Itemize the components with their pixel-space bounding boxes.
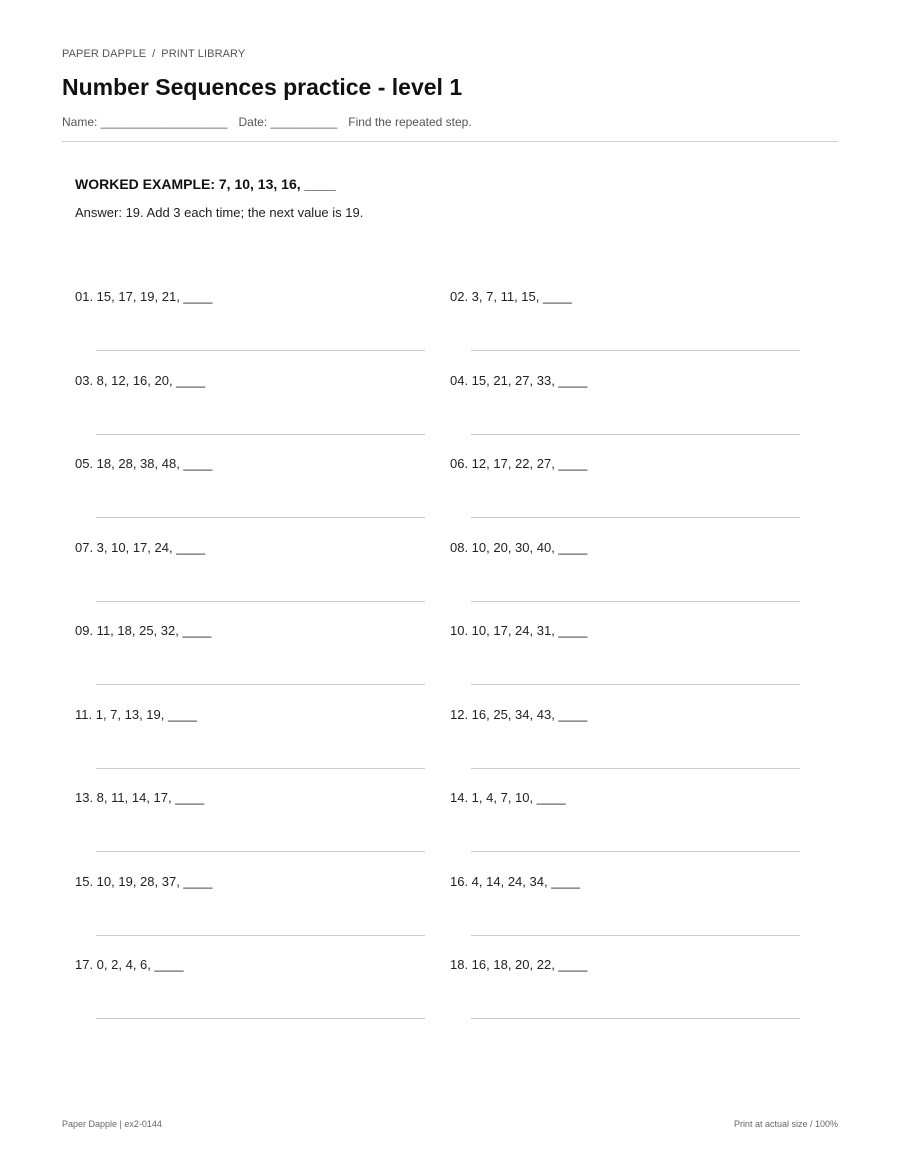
problem-item xyxy=(75,707,425,791)
answer-line[interactable] xyxy=(96,601,425,602)
answer-line[interactable] xyxy=(96,684,425,685)
problem-item xyxy=(450,957,800,1041)
problem-text: 05. 18, 28, 38, 48, ____ xyxy=(75,456,213,471)
answer-line[interactable] xyxy=(96,851,425,852)
worksheet-meta xyxy=(62,115,483,129)
problem-text: 01. 15, 17, 19, 21, ____ xyxy=(75,289,213,304)
problem-text: 03. 8, 12, 16, 20, ____ xyxy=(75,372,206,388)
breadcrumb-separator: / xyxy=(152,48,156,60)
problem-text: 09. 11, 18, 25, 32, ____ xyxy=(75,623,212,638)
date-field: Date: __________ xyxy=(238,115,338,129)
answer-line[interactable] xyxy=(471,684,800,685)
answer-line[interactable] xyxy=(96,768,425,769)
problem-text: 02. 3, 7, 11, 15, ____ xyxy=(450,289,572,304)
problem-text: 18. 16, 18, 20, 22, ____ xyxy=(450,957,588,972)
answer-line[interactable] xyxy=(471,1018,800,1019)
breadcrumb-item-brand: PAPER DAPPLE xyxy=(62,48,147,60)
problem-text: 07. 3, 10, 17, 24, ____ xyxy=(75,539,206,555)
problem-item xyxy=(75,874,425,958)
breadcrumb-item-library: PRINT LIBRARY xyxy=(161,48,246,60)
problem-text: 11. 1, 7, 13, 19, ____ xyxy=(75,706,197,722)
answer-line[interactable] xyxy=(96,350,425,351)
answer-line[interactable] xyxy=(471,434,800,435)
problem-item xyxy=(450,874,800,958)
answer-line[interactable] xyxy=(96,517,425,518)
problem-item xyxy=(75,957,425,1041)
problem-item xyxy=(450,540,800,624)
problem-text: 14. 1, 4, 7, 10, ____ xyxy=(450,790,566,805)
problem-text: 08. 10, 20, 30, 40, ____ xyxy=(450,539,588,555)
problem-text: 06. 12, 17, 22, 27, ____ xyxy=(450,456,588,471)
problem-item xyxy=(450,790,800,874)
answer-line[interactable] xyxy=(471,935,800,936)
problem-text: 15. 10, 19, 28, 37, ____ xyxy=(75,873,213,889)
problem-item xyxy=(450,456,800,540)
problem-text: 17. 0, 2, 4, 6, ____ xyxy=(75,957,184,972)
page-title: Number Sequences practice - level 1 xyxy=(62,74,463,100)
worked-example-heading: WORKED EXAMPLE: 7, 10, 13, 16, ____ xyxy=(75,176,336,192)
answer-line[interactable] xyxy=(471,851,800,852)
problem-item xyxy=(75,456,425,540)
footer-print-note: Print at actual size / 100% xyxy=(733,1119,838,1129)
problem-item xyxy=(450,289,800,373)
problem-item xyxy=(75,373,425,457)
answer-line[interactable] xyxy=(96,935,425,936)
problem-item xyxy=(75,790,425,874)
answer-line[interactable] xyxy=(471,601,800,602)
breadcrumb xyxy=(62,48,245,60)
problem-grid xyxy=(75,289,800,1041)
instruction-text: Find the repeated step. xyxy=(348,115,472,129)
problem-item xyxy=(450,707,800,791)
problem-item xyxy=(450,623,800,707)
problem-text: 12. 16, 25, 34, 43, ____ xyxy=(450,706,588,722)
answer-line[interactable] xyxy=(471,517,800,518)
problem-text: 04. 15, 21, 27, 33, ____ xyxy=(450,372,588,388)
header-divider xyxy=(62,141,838,142)
problem-text: 10. 10, 17, 24, 31, ____ xyxy=(450,623,588,638)
problem-item xyxy=(75,623,425,707)
problem-text: 13. 8, 11, 14, 17, ____ xyxy=(75,790,205,805)
problem-item xyxy=(75,540,425,624)
problem-item xyxy=(75,289,425,373)
answer-line[interactable] xyxy=(471,350,800,351)
answer-line[interactable] xyxy=(471,768,800,769)
answer-line[interactable] xyxy=(96,434,425,435)
footer-id: Paper Dapple | ex2-0144 xyxy=(62,1119,162,1129)
name-field: Name: ___________________ xyxy=(62,115,228,129)
worked-example-answer: Answer: 19. Add 3 each time; the next value is 19. xyxy=(75,205,364,220)
answer-line[interactable] xyxy=(96,1018,425,1019)
problem-text: 16. 4, 14, 24, 34, ____ xyxy=(450,873,581,889)
problem-item xyxy=(450,373,800,457)
